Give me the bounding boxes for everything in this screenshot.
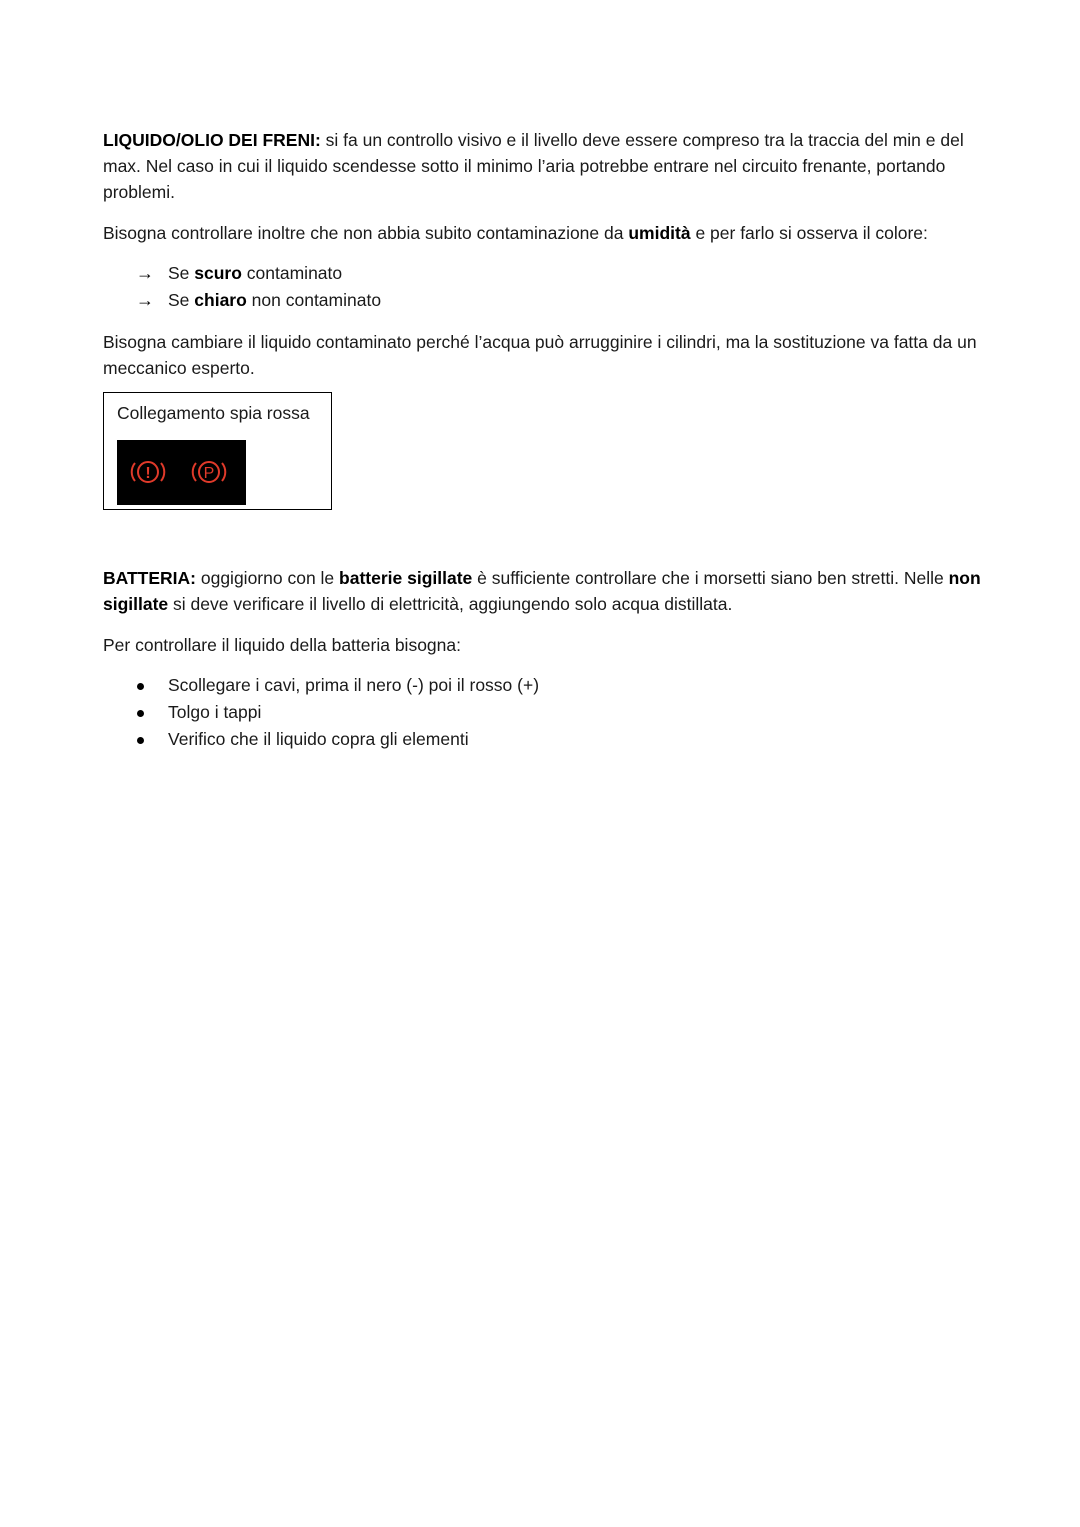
battery-intro: BATTERIA: oggigiorno con le batterie sigillate è sufficiente controllare che i morsetti siano ben stretti. Nelle non sigillate si deve verificare il livello di elettricità, aggiungendo solo acqua distillata. xyxy=(103,568,981,614)
replace-note: Bisogna cambiare il liquido contaminato perché l’acqua può arrugginire i cilindri, ma la sostituzione va fatta da un meccanico esperto. xyxy=(103,332,977,378)
bullet-icon xyxy=(137,737,144,744)
list-item: Scollegare i cavi, prima il nero (-) poi il rosso (+) xyxy=(103,672,983,699)
brake-fluid-heading: LIQUIDO/OLIO DEI FRENI: xyxy=(103,130,321,150)
list-item: → Se scuro contaminato xyxy=(103,260,983,287)
arrow-right-icon: → xyxy=(136,263,154,283)
color-check-list xyxy=(103,260,983,314)
arrow-right-icon: → xyxy=(136,290,154,310)
warning-light-box xyxy=(103,392,332,510)
list-item: → Se chiaro non contaminato xyxy=(103,287,983,314)
dashboard-warning-image xyxy=(117,440,246,505)
list-item: Tolgo i tappi xyxy=(103,699,983,726)
brake-fluid-intro: LIQUIDO/OLIO DEI FRENI: si fa un controllo visivo e il livello deve essere compreso tra la traccia del min e del max. Nel caso in cui il liquido scendesse sotto il minimo l’aria potrebbe entrare nel circuito frenante, portando problemi. xyxy=(103,130,964,202)
document-page xyxy=(103,127,983,753)
bullet-icon xyxy=(137,683,144,690)
bullet-icon xyxy=(137,710,144,717)
humidity-check-text: Bisogna controllare inoltre che non abbia subito contaminazione da umidità e per farlo si osserva il colore: xyxy=(103,223,928,243)
parking-brake-icon-glyph: P xyxy=(203,465,215,482)
list-item: Verifico che il liquido copra gli elementi xyxy=(103,726,983,753)
brake-warning-icon-glyph: ! xyxy=(145,465,151,482)
brake-warning-icons xyxy=(117,440,246,505)
battery-steps-list xyxy=(103,672,983,753)
battery-steps-intro: Per controllare il liquido della batteria bisogna: xyxy=(103,635,461,655)
battery-heading: BATTERIA: xyxy=(103,568,196,588)
warning-box-title: Collegamento spia rossa xyxy=(117,403,310,423)
